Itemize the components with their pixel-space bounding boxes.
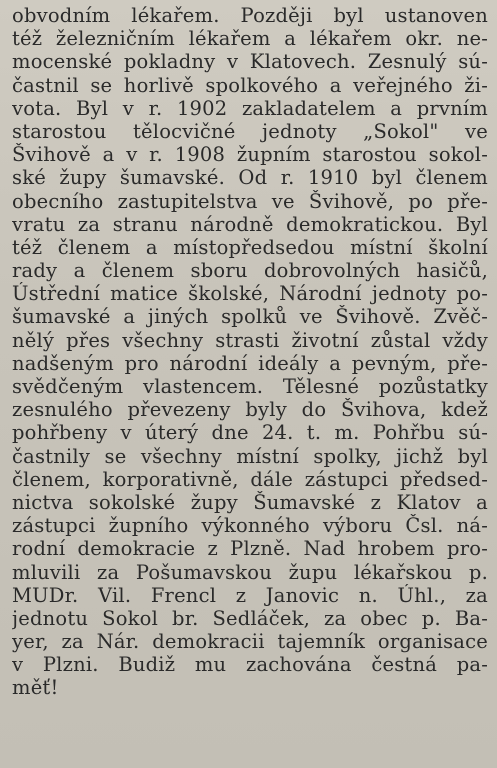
text-line-13: Ústřední matice školské, Národní jednoty po- [12,282,488,306]
text-line-30: měť! [12,676,59,700]
obituary-article-text [12,4,488,700]
text-line-22: nictva sokolské župy Šumavské z Klatov a [12,490,488,514]
text-line-1: obvodním lékařem. Později byl ustanoven [12,4,488,27]
text-line-14: šumavské a jiných spolků ve Švihově. Zvěč- [12,305,488,329]
text-line-17: svědčeným vlastencem. Tělesné pozůstatky [12,375,488,398]
text-line-25: mluvili za Pošumavskou župu lékařskou p. [12,560,488,584]
text-line-28: yer, za Nár. demokracii tajemník organisace [12,630,488,654]
text-line-4: častnil se horlivě spolkového a veřejného ži- [12,73,488,97]
text-line-8: ské župy šumavské. Od r. 1910 byl členem [12,166,488,190]
text-line-7: Švihově a v r. 1908 župním starostou sokol- [12,143,488,167]
text-line-12: rady a členem sboru dobrovolných hasičů, [12,259,488,283]
text-line-10: vratu za stranu národně demokratickou. Byl [12,212,488,236]
text-line-24: rodní demokracie z Plzně. Nad hrobem pro- [12,537,488,561]
text-line-6: starostou tělocvičné jednoty „Sokol" ve [12,119,488,143]
text-line-16: nadšeným pro národní ideály a pevným, pře- [12,351,488,375]
text-line-9: obecního zastupitelstva ve Švihově, po pře- [12,189,488,213]
text-line-3: mocenské pokladny v Klatovech. Zesnulý sú- [12,50,488,74]
text-line-26: MUDr. Vil. Frencl z Janovic n. Úhl., za [12,583,488,607]
text-line-23: zástupci župního výkonného výboru Čsl. ná- [12,514,488,538]
text-line-11: též členem a místopředsedou místní školní [12,235,488,259]
text-line-2: též železničním lékařem a lékařem okr. ne- [12,27,488,51]
text-line-18: zesnulého převezeny byly do Švihova, kdež [12,398,488,422]
text-line-20: častnily se všechny místní spolky, jichž byl [12,444,488,468]
text-line-27: jednotu Sokol br. Sedláček, za obec p. Ba- [12,606,488,630]
text-line-19: pohřbeny v úterý dne 24. t. m. Pohřbu sú- [12,421,488,445]
text-line-29: v Plzni. Budiž mu zachována čestná pa- [12,653,488,677]
text-line-15: nělý přes všechny strasti životní zůstal vždy [12,328,488,352]
text-line-21: členem, korporativně, dále zástupci předsed- [12,467,488,491]
text-line-5: vota. Byl v r. 1902 zakladatelem a prvním [12,96,488,120]
